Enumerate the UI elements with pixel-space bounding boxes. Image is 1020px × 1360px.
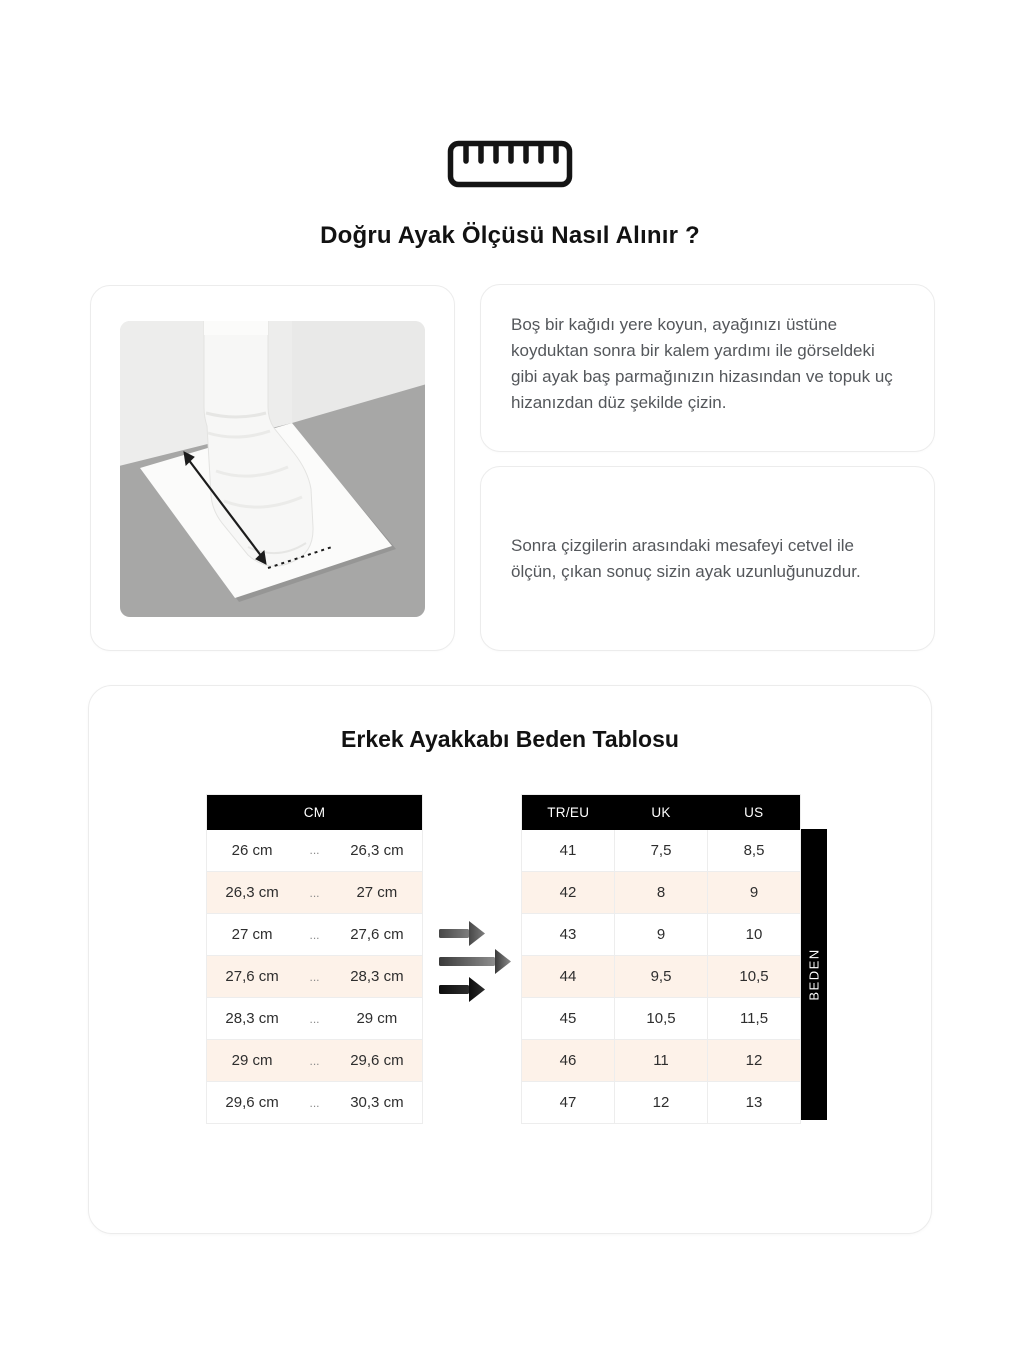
ruler-icon-svg [447, 140, 573, 188]
size-tr-eu: 43 [522, 914, 615, 956]
size-us: 11,5 [708, 998, 801, 1040]
foot-measurement-illustration [120, 321, 425, 617]
col-header-us: US [708, 795, 801, 830]
table-row [207, 872, 423, 914]
size-us: 8,5 [708, 830, 801, 872]
table-row [522, 956, 801, 998]
table-row [207, 830, 423, 872]
size-tr-eu: 44 [522, 956, 615, 998]
size-us: 10 [708, 914, 801, 956]
page-title: Doğru Ayak Ölçüsü Nasıl Alınır ? [320, 222, 700, 249]
cm-sep: ... [297, 830, 332, 872]
cm-to: 29,6 cm [332, 1040, 423, 1082]
cm-from: 26,3 cm [207, 872, 298, 914]
cm-sep: ... [297, 1082, 332, 1124]
table-row [522, 1040, 801, 1082]
cm-from: 26 cm [207, 830, 298, 872]
col-header-tr-eu: TR/EU [522, 795, 615, 830]
size-uk: 10,5 [615, 998, 708, 1040]
cm-from: 29 cm [207, 1040, 298, 1082]
instruction-step-2: Sonra çizgilerin arasındaki mesafeyi cetvel ile ölçün, çıkan sonuç sizin ayak uzunluğunuzdur. [511, 535, 861, 581]
size-uk: 9,5 [615, 956, 708, 998]
cm-sep: ... [297, 914, 332, 956]
size-tr-eu: 42 [522, 872, 615, 914]
cm-table [206, 794, 423, 1124]
size-uk: 8 [615, 872, 708, 914]
table-row [207, 1082, 423, 1124]
size-us: 13 [708, 1082, 801, 1124]
size-tr-eu: 41 [522, 830, 615, 872]
size-uk: 11 [615, 1040, 708, 1082]
size-tr-eu: 45 [522, 998, 615, 1040]
cm-to: 26,3 cm [332, 830, 423, 872]
cm-from: 28,3 cm [207, 998, 298, 1040]
cm-to: 28,3 cm [332, 956, 423, 998]
beden-label: BEDEN [806, 948, 822, 1001]
table-row [207, 1040, 423, 1082]
size-us: 10,5 [708, 956, 801, 998]
size-uk: 9 [615, 914, 708, 956]
table-row [207, 998, 423, 1040]
table-row [522, 998, 801, 1040]
table-row [522, 1082, 801, 1124]
table-row [522, 914, 801, 956]
instruction-card-1 [480, 284, 935, 452]
cm-to: 27,6 cm [332, 914, 423, 956]
foot-measurement-photo-card [90, 285, 455, 651]
size-us: 9 [708, 872, 801, 914]
cm-to: 29 cm [332, 998, 423, 1040]
table-row [207, 956, 423, 998]
instruction-step-1: Boş bir kağıdı yere koyun, ayağınızı üstüne koyduktan sonra bir kalem yardımı ile görseldeki gibi ayak baş parmağınızın hizasından ve topuk uç hizanızdan düz şekilde çizin. [511, 315, 893, 412]
size-uk: 12 [615, 1082, 708, 1124]
ruler-icon [447, 140, 573, 188]
conversion-arrows-icon [437, 917, 517, 1007]
size-conversion-table [521, 794, 801, 1124]
cm-from: 27,6 cm [207, 956, 298, 998]
table-row [207, 914, 423, 956]
table-row [522, 872, 801, 914]
cm-to: 27 cm [332, 872, 423, 914]
cm-sep: ... [297, 872, 332, 914]
cm-sep: ... [297, 1040, 332, 1082]
size-chart-card [88, 685, 932, 1234]
foot-measurement-photo [120, 321, 425, 617]
size-chart-title: Erkek Ayakkabı Beden Tablosu [341, 726, 679, 752]
cm-from: 29,6 cm [207, 1082, 298, 1124]
cm-from: 27 cm [207, 914, 298, 956]
size-uk: 7,5 [615, 830, 708, 872]
cm-sep: ... [297, 998, 332, 1040]
col-header-uk: UK [615, 795, 708, 830]
beden-side-bar [801, 829, 827, 1120]
size-tr-eu: 46 [522, 1040, 615, 1082]
cm-to: 30,3 cm [332, 1082, 423, 1124]
cm-table-header: CM [207, 795, 423, 830]
size-us: 12 [708, 1040, 801, 1082]
table-row [522, 830, 801, 872]
cm-sep: ... [297, 956, 332, 998]
size-tr-eu: 47 [522, 1082, 615, 1124]
instruction-card-2 [480, 466, 935, 651]
